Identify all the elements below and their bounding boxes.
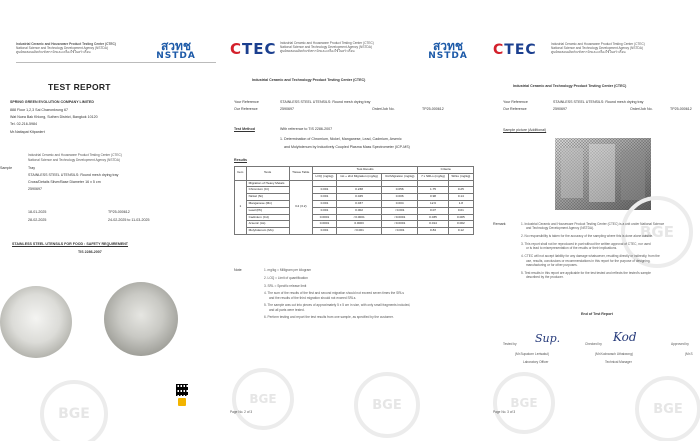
ctec-logo: CTEC: [493, 42, 537, 58]
checked-by-label: Checked by: [585, 342, 602, 346]
qr-code-icon: [176, 384, 188, 406]
tester-name: (Mr.Supakorn Lertsakul): [515, 352, 550, 356]
center-title: Industrial Ceramic and Technology Product Testing Center (CTEC): [252, 78, 366, 82]
report-page-3: [485, 0, 700, 441]
table-row: [235, 180, 474, 187]
header-rule: [16, 62, 216, 63]
org-name-en-2: National Science and Technology Development Agency (NSTDA): [16, 46, 108, 50]
th-tissue-table: Tissue Table: [289, 167, 312, 181]
note-label: Note: [234, 268, 242, 272]
checker-name: (Mr.Kodnarach Uthaiwong): [595, 352, 633, 356]
lab-name-1: Industrial Ceramic and Houseware Product Testing Center (CTEC): [28, 153, 122, 157]
report-page-1: [0, 0, 223, 441]
watermark-seal: BGE: [354, 372, 420, 438]
sample-details: Cross/Details Silver/Base Diameter 16 x 5 cm: [28, 180, 101, 184]
table-row: Chromium (Cr) 0.001 0.238 0.056 1.75 0.25: [235, 187, 474, 194]
our-reference-value: 2590697: [280, 107, 294, 111]
test-method-3: and Molybdenum by Inductively Coupled Plasma Mass Spectrometer (ICP-MS): [284, 145, 410, 149]
sample-photo-front: [0, 286, 72, 358]
table-row: Manganese (Mn) 0.001 0.037 0.004 12.6 1.8: [235, 200, 474, 207]
your-reference-value: STAINLESS STEEL UTENSILS: Round mesh drying tray: [553, 100, 644, 104]
client-name: SPRING GREEN EVOLUTION COMPANY LIMITED: [10, 100, 94, 104]
th-tests: Tests: [246, 167, 289, 181]
cell-item-no: 1: [235, 180, 247, 234]
your-reference-value: STAINLESS STEEL UTENSILS: Round mesh drying tray: [280, 100, 371, 104]
org-name-en-2: National Science and Technology Development Agency (NSTDA): [551, 46, 643, 50]
watermark-seal: BGE: [232, 368, 294, 430]
approver-name: (Mr.S: [685, 352, 693, 356]
table-row: Molybdenum (Mo) 0.001 <0.001 <0.001 0.84 0.12: [235, 228, 474, 235]
ctec-logo: CTEC: [230, 40, 277, 58]
watermark-seal: BGE: [40, 380, 108, 441]
client-tel: Tel. 02-216-5984: [10, 122, 37, 126]
table-row: Cadmium (Cd) 0.0001 <0.0001 <0.0001 0.035 0.005: [235, 214, 474, 221]
signature-tester: Sup.: [535, 332, 561, 345]
report-title: TEST REPORT: [48, 82, 111, 92]
sample-row: Sample Tray: [0, 166, 36, 170]
watermark-seal: BGE: [493, 372, 555, 434]
org-name-en-2: National Science and Technology Development Agency (NSTDA): [280, 45, 372, 49]
checker-title: Technical Manager: [605, 360, 632, 364]
th-test-results: Test Results: [312, 167, 417, 174]
notes-list: 1. mg/kg = Milligram per kilogram 2. LOQ = Limit of quantification 3. SRL = Specific release limit 4. The sum of the results of the first and second migration should not exceed seven times the SRLs and the results of the third migration should not exceed SRLs. 5. The sample was cut into pieces of approximately 5 x 5 cm in size, with only small fragments included, and all parts were tested. 6. Perform testing and report the test results from one sample, as specified by the customer.: [264, 268, 411, 320]
results-label: Results: [234, 158, 247, 162]
tester-title: Laboratory Officer: [523, 360, 549, 364]
th-loq: LOQ (mg/kg): [312, 173, 336, 180]
date-received: 18-01-2025: [28, 210, 47, 214]
th-migration-3: 3rd Migration (mg/kg): [382, 173, 418, 180]
org-name-th: ศูนย์ทดสอบผลิตภัณฑ์เซรามิกและเครื่องใช้ในครัวเรือน: [16, 50, 91, 54]
th-srl: SRLs (mg/kg): [448, 173, 473, 180]
client-address-2: Wat Nuea Bak Khlong, Suthen District, Bangkok 10120: [10, 115, 98, 119]
watermark-seal: BGE: [635, 376, 700, 441]
date-issue: 28-02-2025: [28, 218, 47, 222]
page-number: Page No. 2 of 3: [230, 410, 253, 414]
signature-checker: Kod: [613, 330, 637, 344]
sample-picture-label: Sample picture (Additional): [503, 128, 547, 132]
th-migration-12: 1st + 2nd Migration (mg/kg): [337, 173, 382, 180]
client-address-1: 888 Floor 1,2,3 Sai Chaeonkrung 67: [10, 108, 68, 112]
cell-item-name: Migration of Heavy Metals: [246, 180, 289, 187]
nstda-logo: สวทช NSTDA: [156, 39, 196, 61]
table-row: Arsenic (As) 0.0001 0.0003 <0.0001 0.014 0.002: [235, 221, 474, 228]
order-no-value: TP25-000612: [670, 107, 692, 111]
order-no-label: Order/Job No.: [630, 107, 653, 111]
your-reference-label: Your Reference: [234, 100, 259, 104]
our-reference-value: 2590697: [553, 107, 567, 111]
th-srl7: 7 x SRLs (mg/kg): [418, 173, 448, 180]
test-method-2: 1. Determination of Chromium, Nickel, Manganese, Lead, Cadmium, Arsenic: [280, 137, 402, 141]
test-period: 24-02-2025 to 11-03-2025: [108, 218, 150, 222]
org-name-en-1: Industrial Ceramic and Houseware Product Testing Center (CTEC): [280, 41, 374, 45]
lab-name-2: National Science and Technology Development Agency (NSTDA): [28, 158, 120, 162]
report-number: TP25-000612: [108, 210, 130, 214]
sample-picture: [555, 138, 651, 210]
org-name-en-1: Industrial Ceramic and Houseware Product Testing Center (CTEC): [16, 42, 116, 46]
table-row: Nickel (Ni) 0.001 0.045 0.006 0.98 0.14: [235, 194, 474, 201]
order-no-value: TP25-000612: [422, 107, 444, 111]
report-page-2: [222, 0, 486, 441]
org-name-th: ศูนย์ทดสอบผลิตภัณฑ์เซรามิกและเครื่องใช้ในครัวเรือน: [551, 50, 626, 54]
tested-by-label: Tested by: [503, 342, 517, 346]
standard-title: STAINLESS STEEL UTENSILS FOR FOOD : SAFETY REQUIREMENT: [12, 242, 129, 246]
sample-id: 2590697: [28, 187, 42, 191]
sample-description: STAINLESS STEEL UTENSILS: Round mesh drying tray: [28, 173, 119, 177]
th-criteria: Criteria: [418, 167, 474, 174]
order-no-label: Order/Job No.: [372, 107, 395, 111]
org-name-th: ศูนย์ทดสอบผลิตภัณฑ์เซรามิกและเครื่องใช้ในครัวเรือน: [280, 49, 355, 53]
cell-item-table: 3.2 (3.2): [289, 180, 312, 234]
client-attention: Mr.Nattapat Kitpanlert: [10, 130, 45, 134]
nstda-logo: สวทช NSTDA: [428, 39, 468, 61]
test-method-label: Test Method: [234, 127, 255, 131]
table-row: Lead (Pb) 0.001 0.002 <0.001 0.07 0.01: [235, 207, 474, 214]
th-item: Item: [235, 167, 247, 181]
approved-by-label: Approved by: [671, 342, 689, 346]
your-reference-label: Your Reference: [503, 100, 528, 104]
sample-photo-back: [104, 282, 178, 356]
test-method-1: With reference to TIS 2286-2007: [280, 127, 333, 131]
page-number: Page No. 3 of 3: [493, 410, 516, 414]
mesh-tray-stack-image: [555, 138, 651, 210]
our-reference-label: Our Reference: [234, 107, 258, 111]
remark-label: Remark: [493, 222, 506, 226]
end-of-report: End of Test Report: [581, 312, 613, 316]
org-name-en-1: Industrial Ceramic and Houseware Product Testing Center (CTEC): [551, 42, 645, 46]
our-reference-label: Our Reference: [503, 107, 527, 111]
remarks-list: 1. Industrial Ceramic and Houseware Product Testing Center (CTEC) is a unit under National Science and Technology Development Agency (NSTDA). 2. No responsibility is taken for the accuracy of the sampling where this is done alone outside. 3. This report shall not be reproduced in part without the written approval of CTEC, nor used or is lead to misrepresentation of the results or their implications. 4. CTEC will not accept liability for any damage whatsoever, resulting directly or indirectly, from the use, results, conclusions or recommendations in this report for the purpose of designing, manufacturing or for other purposes. 5. Test results in this report are applicable for the test tested and reflects the tested's sample described by the producer.: [521, 222, 665, 280]
center-title: Industrial Ceramic and Technology Product Testing Center (CTEC): [513, 84, 627, 88]
watermark-seal: BGE: [621, 196, 693, 268]
results-table: [234, 166, 474, 235]
standard-code: TIS 2286-2007: [78, 250, 102, 254]
